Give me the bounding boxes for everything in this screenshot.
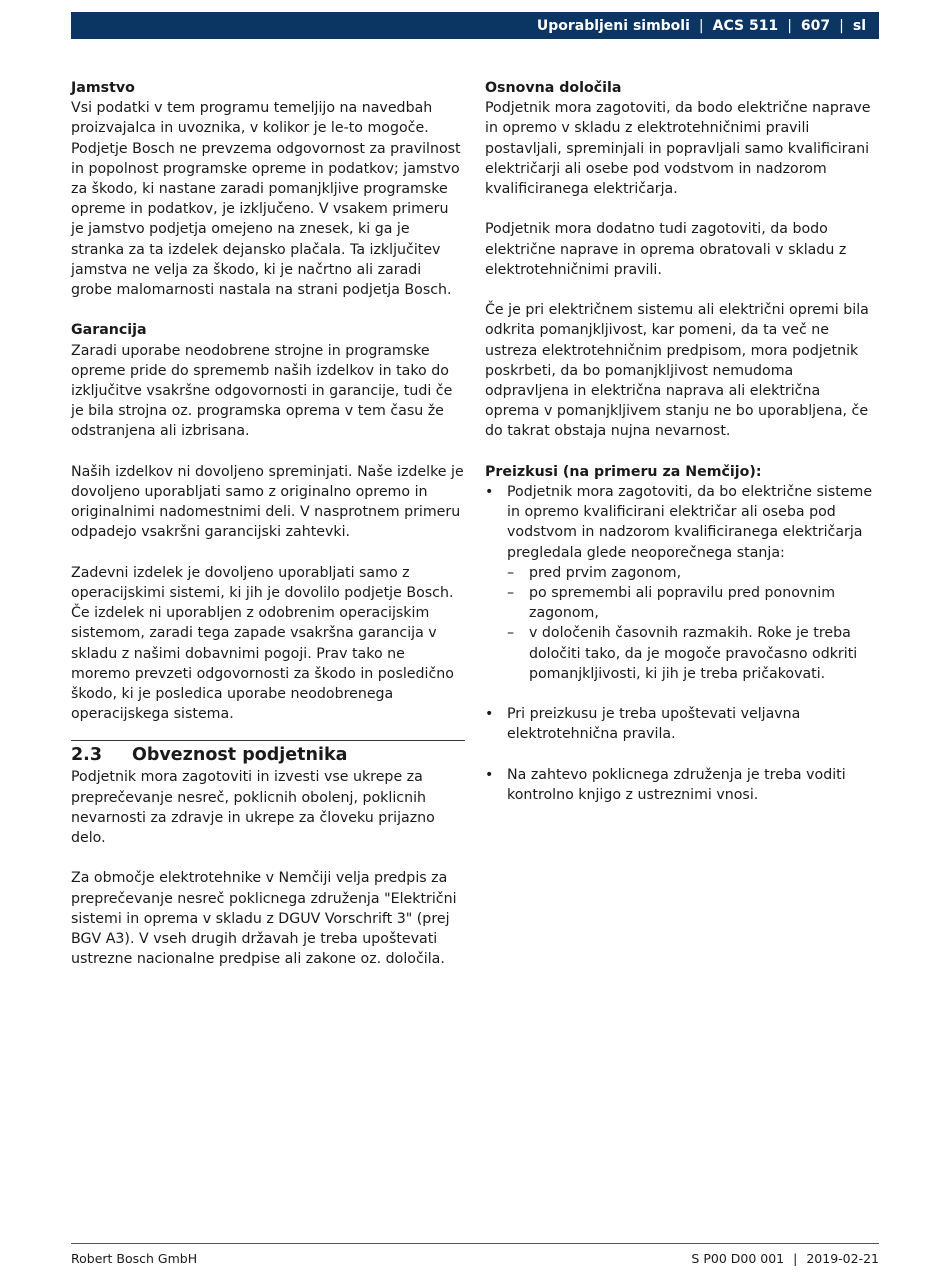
list-spacer (485, 684, 879, 704)
header-separator: | (839, 17, 844, 34)
list-item (507, 563, 879, 583)
warranty-text: Vsi podatki v tem programu temeljijo na navedbah proizvajalca in uvoznika, v kolikor je le-to mogoče. Podjetje Bosch ne prevzema odgovornost za pravilnost in popolnost programske opreme in podatkov; jamstvo za škodo, ki nastane zaradi pomanjkljive programske opreme in podatkov, je izključeno. V vsakem primeru je jamstvo podjetja omejeno na znesek, ki ga je stranka za ta izdelek dejansko plačala. Ta izključitev jamstva ne velja za škodo, ki je načrtno ali zaradi grobe malomarnosti nastala na strani podjetja Bosch. (71, 100, 461, 299)
dash-text: po spremembi ali popravilu pred ponovnim zagonom, (529, 585, 836, 622)
bullet-icon: • (485, 766, 494, 783)
list-item (507, 623, 879, 684)
duty-paragraph-2: Za območje elektrotehnike v Nemčiji velja predpis za preprečevanje nesreč poklicnega združenja "Električni sistemi in oprema v skladu z DGUV Vorschrift 3" (prej BGV A3). V vseh drugih državah je treba upoštevati ustrezne nacionalne predpise ali zakone oz. določila. (71, 870, 457, 968)
header-bar (71, 12, 879, 39)
dash-text: v določenih časovnih razmakih. Roke je treba določiti tako, da je mogoče pravočasno odkriti pomanjkljivosti, ki jih je treba pričakovati. (529, 625, 858, 682)
header-separator: | (787, 17, 792, 34)
dash-text: pred prvim zagonom, (529, 564, 682, 581)
header-product: ACS 511 (712, 17, 779, 34)
bullet-icon: • (485, 484, 494, 501)
right-column (485, 78, 879, 805)
footer-divider (71, 1243, 879, 1244)
section-title: Obveznost podjetnika (132, 745, 348, 766)
duty-paragraph-1: Podjetnik mora zagotoviti in izvesti vse ukrepe za preprečevanje nesreč, poklicnih obolenj, poklicnih nevarnosti za zdravje in ukrepe za človeku prijazno delo. (71, 769, 435, 847)
dash-icon: – (507, 585, 515, 602)
basic-provisions-heading: Osnovna določila (485, 80, 622, 96)
guarantee-paragraph-3: Zadevni izdelek je dovoljeno uporabljati samo z operacijskimi sistemi, ki jih je dovolilo podjetje Bosch. Če izdelek ni uporabljen z odobrenim operacijskim sistemom, zaradi tega zapade vsakršna garancija v skladu z našimi dobavnimi pogoji. Prav tako ne moremo prevzeti odgovornosti za škodo in posledično škodo, ki je posledica uporabe neodobrenega operacijskega sistema. (71, 564, 454, 723)
basic-paragraph-1: Podjetnik mora zagotoviti, da bodo električne naprave in opremo v skladu z elektrotehničnimi pravili postavljali, spreminjali in popravljali samo kvalificirani električarji ali osebe pod vodstvom in nadzorom kvalificiranega električarja. (485, 100, 871, 198)
footer-company: Robert Bosch GmbH (71, 1251, 198, 1266)
section-number: 2.3 (71, 745, 103, 766)
footer-separator: | (793, 1251, 798, 1266)
basic-paragraph-2: Podjetnik mora dodatno tudi zagotoviti, da bodo električne naprave in oprema obratovali v skladu z elektrotehničnimi pravili. (485, 221, 847, 278)
bullet-text: Na zahtevo poklicnega združenja je treba voditi kontrolno knjigo z ustreznimi vnosi. (507, 766, 846, 804)
header-section: Uporabljeni simboli (536, 17, 690, 34)
warranty-heading: Jamstvo (71, 80, 135, 96)
tests-list (485, 482, 879, 805)
footer-meta (691, 1251, 879, 1266)
guarantee-paragraph-1: Zaradi uporabe neodobrene strojne in programske opreme pride do sprememb naših izdelkov in tako do izključitve vsakršne odgovornosti in garancije, tudi če je bila strojna oz. programska oprema v tem času že odstranjena ali izbrisana. (71, 342, 453, 440)
list-item (485, 482, 879, 684)
dash-icon: – (507, 564, 515, 581)
guarantee-heading: Garancija (71, 322, 147, 339)
list-item (485, 765, 879, 805)
bullet-text: Podjetnik mora zagotoviti, da bo električne sisteme in opremo kvalificirani električar ali oseba pod vodstvom in nadzorom kvalificiranega električarja pregledala glede neoporečnega stanja: (507, 484, 873, 561)
left-column (71, 78, 465, 969)
header-language: sl (852, 17, 866, 34)
header-page-number: 607 (800, 17, 831, 34)
section-heading (71, 743, 465, 767)
list-spacer (485, 745, 879, 765)
footer-document-id: S P00 D00 001 (691, 1251, 785, 1266)
list-item (507, 583, 879, 623)
list-item (485, 704, 879, 744)
bullet-text: Pri preizkusu je treba upoštevati veljavna elektrotehnična pravila. (507, 706, 801, 743)
header-separator: | (698, 17, 704, 34)
guarantee-paragraph-2: Naših izdelkov ni dovoljeno spreminjati. Naše izdelke je dovoljeno uporabljati samo z originalno opremo in originalnimi nadomestnimi deli. V nasprotnem primeru odpadejo vsakršni garancijski zahtevki. (71, 463, 464, 541)
bullet-icon: • (485, 706, 494, 723)
basic-paragraph-3: Če je pri električnem sistemu ali električni opremi bila odkrita pomanjkljivost, kar pomeni, da ta več ne ustreza elektrotehničnim predpisom, mora podjetnik poskrbeti, da bo pomanjkljivost nemudoma odpravljena in električna naprava ali električna oprema v pomanjkljivem stanju ne bo uporabljena, če do takrat obstaja nujna nevarnost. (485, 302, 869, 440)
footer-date: 2019-02-21 (806, 1251, 879, 1266)
tests-heading: Preizkusi (na primeru za Nemčijo): (485, 463, 762, 480)
dash-icon: – (507, 625, 515, 642)
inspection-times-list (507, 563, 879, 684)
section-divider (71, 740, 465, 767)
